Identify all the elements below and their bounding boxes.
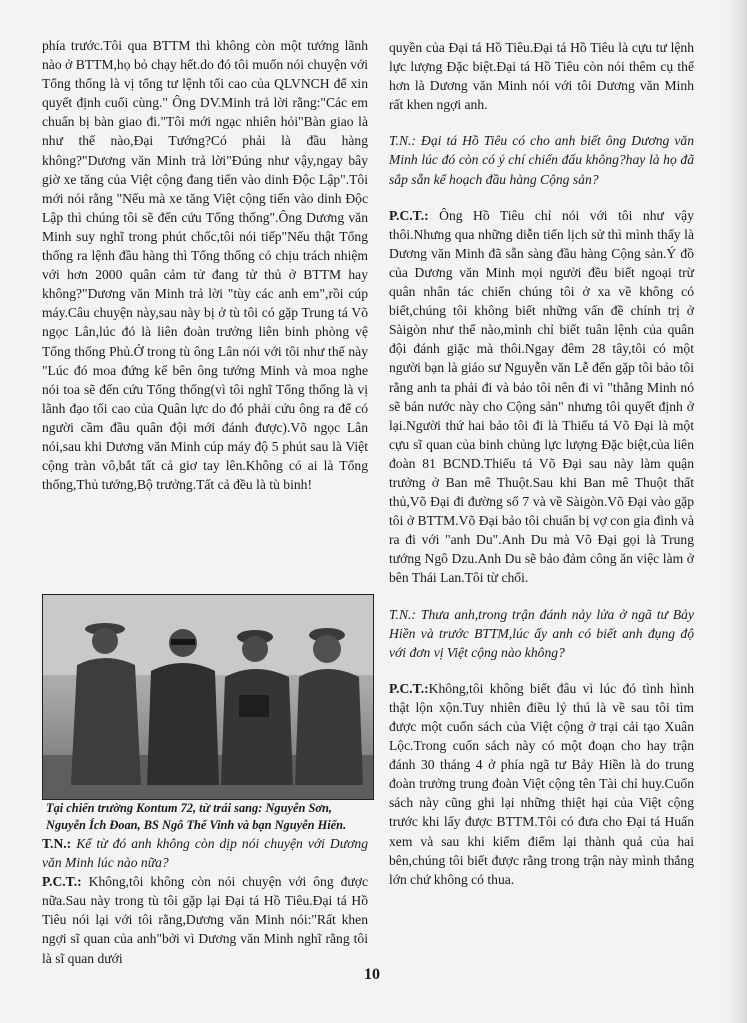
answer-2-text: Ông Hồ Tiêu chỉ nói với tôi như vậy thôi.Nhưng qua những diễn tiến lịch sử thì mình thấy là Dương văn Minh đã sẵn sàng đầu hàng Cộng sản.Ý đồ của Dương văn Minh mọi người đều biết ngoại trừ quân nhân tác chiến chúng tôi ở xa về không có biết,chúng tôi không biết những vấn đề chính trị ở Sàigòn như thế nào,mình chỉ biết tuân lệnh của quân đội đánh giặc mà thôi.Ngay đêm 28 tây,tôi có một người bạn là giáo sư Nguyễn văn Lễ đến gặp tôi bảo tôi rằng anh ta phải đi và bảo tôi nên đi vì "thằng Minh nó sẽ bán nước này cho Cộng sản" nhưng tôi quyết định ở lại.Người thứ hai bảo tôi đi là Thiếu tá Võ Đại là một cựu sĩ quan của binh chủng lực lượng Đặc biệt,của liên đoàn 81 BCND.Thiếu tá Võ Đại sau này làm quận trưởng ở Ban mê Thuột.Sau khi Ban mê Thuột thất thủ,Võ Đại đi đường số 7 và về Sàigòn.Võ Đại vào gặp tôi ở BTTM.Võ Đại bảo tôi chuẩn bị vợ con gia đình và ra đi với "anh Du".Anh Du mà Võ Đại gọi là Trung tướng Ngô Dzu.Anh Du sẽ bảo đảm công ăn việc làm ở bên Thái Lan.Tôi từ chối. — [389, 207, 694, 586]
spacer — [389, 588, 694, 605]
question-2-text: Đại tá Hồ Tiêu có cho anh biết ông Dương văn Minh lúc đó còn có ý chí chiến đấu không?hay là họ đã sắp sẵn kế hoạch đầu hàng Cộng sản? — [389, 133, 694, 187]
question-1-speaker: T.N.: — [42, 836, 72, 851]
question-3 — [389, 605, 694, 662]
question-1-text: Kể từ đó anh không còn dịp nói chuyện với Dương văn Minh lúc nào nữa? — [42, 836, 368, 871]
left-column — [42, 36, 368, 494]
spacer — [389, 662, 694, 679]
answer-1-speaker: P.C.T.: — [42, 874, 82, 890]
photo-caption: Tại chiến trường Kontum 72, từ trái sang: Nguyễn Sơn, Nguyễn Ích Đoan, BS Ngô Thế Vinh và bạn Nguyễn Hiển. — [46, 801, 347, 832]
spacer — [389, 189, 694, 206]
page-number: 10 — [364, 966, 380, 983]
answer-2 — [389, 206, 694, 588]
answer-1 — [42, 872, 368, 967]
group-photo — [42, 594, 374, 800]
photo-illustration — [43, 595, 373, 799]
left-column-bottom — [42, 834, 368, 968]
spacer — [389, 114, 694, 131]
right-column — [389, 38, 694, 889]
answer-1-text: Không,tôi không còn nói chuyện với ông được nữa.Sau này trong tù tôi gặp lại Đại tá Hồ Tiêu.Đại tá Hồ Tiêu nói lại với tôi rằng,Dương văn Minh nói:"Rất khen ngợi sĩ quan của anh"bởi vì Dương văn Minh nghĩ rằng tôi là sĩ quan dưới — [42, 874, 368, 966]
question-3-text: Thưa anh,trong trận đánh nảy lửa ở ngã tư Bảy Hiền và trước BTTM,lúc ấy anh có biết anh đụng độ với đơn vị Việt cộng nào không? — [389, 606, 694, 660]
left-paragraph-1: phía trước.Tôi qua BTTM thì không còn một tướng lãnh nào ở BTTM,họ bỏ chạy hết.do đó tôi muốn nói chuyện với Tổng thống là vị tổng tư lệnh tối cao của QLVNCH để xin quyết định cuối cùng." Ông DV.Minh trả lời rằng:"Các em chuẩn bị bàn giao đi."Tôi mới ngạc nhiên hỏi"Bàn giao là như thế nào,Đại Tướng?Có phải là đầu hàng không?"Dương văn Minh trả lời"Đúng như vậy,ngay bây giờ xe tăng của Việt cộng đang tiến vào dinh Độc Lập".Tôi mới nói rằng "Nếu mà xe tăng Việt cộng tiến vào dinh Độc Lập thì chúng tôi sẽ đến cứu Tổng thống".Ông Dương văn Minh suy nghĩ trong phút chốc,tôi nói tiếp"Nếu thật Tổng thống ra lệnh đầu hàng thì Tổng thống có chịu trách nhiệm với hơn 2000 quân cảm tử đang tử thủ ở BTTM hay không?"Dương văn Minh trả lời "tùy các anh em",rồi cúp máy.Câu chuyện này,sau này bị ở tù tôi có gặp Trung tá Võ ngọc Lân,lúc đó là liên đoàn trưởng liên binh phòng vệ Tổng thống Phủ.Ở trong tù ông Lân nói với tôi như thế này "Lúc đó moa đứng kế bên ông tướng Minh và moa nghe nói toa sẽ đến cứu Tổng thống(vì tôi nghĩ Tổng thống là vị lãnh đạo tối cao của Quân lực do đó phải cứu ông ra để có người cầm đầu quân đội mới đánh được).Võ ngọc Lân nói,sau khi Dương văn Minh cúp máy độ 5 phút sau là Việt cộng tràn vô,bắt tất cả giơ tay lên.Không có ai là Tổng thống,Thủ tướng,Bộ trưởng.Tất cả đều là tù binh! — [42, 38, 368, 493]
answer-3 — [389, 679, 694, 889]
right-paragraph-1: quyền của Đại tá Hồ Tiêu.Đại tá Hồ Tiêu là cựu tư lệnh lực lượng Đặc biệt.Đại tá Hồ Tiêu còn nói thêm cụ thể hơn là Dương văn Minh nói với tôi Dương văn Minh rất khen ngợi anh. — [389, 40, 694, 113]
page-fold-shadow — [727, 0, 747, 1023]
question-1 — [42, 834, 368, 872]
answer-3-text: Không,tôi không biết đâu vì lúc đó tình hình thật lộn xộn.Tuy nhiên điều lý thú là về sau tôi tìm được một cuốn sách của Việt cộng ở trại cải tạo Xuân Lộc.Trong cuốn sách này có một đoạn cho hay trận đánh 30 tháng 4 ở phía ngã tư Bảy Hiền là do trung đoàn trưởng trung đoàn Việt cộng tên Tài chỉ huy.Cuốn sách này cũng ghi lại những thiệt hại của Việt cộng trước khi lấy được BTTM.Tôi có đưa cho Đại tá Huấn xem và sau khi kiểm điểm lại thành quả của hai bên,chúng tôi biết được rằng trong trận này mình thắng lớn chứ không có thua. — [389, 680, 694, 887]
answer-3-speaker: P.C.T.: — [389, 680, 429, 696]
question-2 — [389, 131, 694, 188]
question-3-speaker: T.N.: — [389, 606, 416, 622]
question-2-speaker: T.N.: — [389, 133, 416, 149]
answer-2-speaker: P.C.T.: — [389, 207, 429, 223]
